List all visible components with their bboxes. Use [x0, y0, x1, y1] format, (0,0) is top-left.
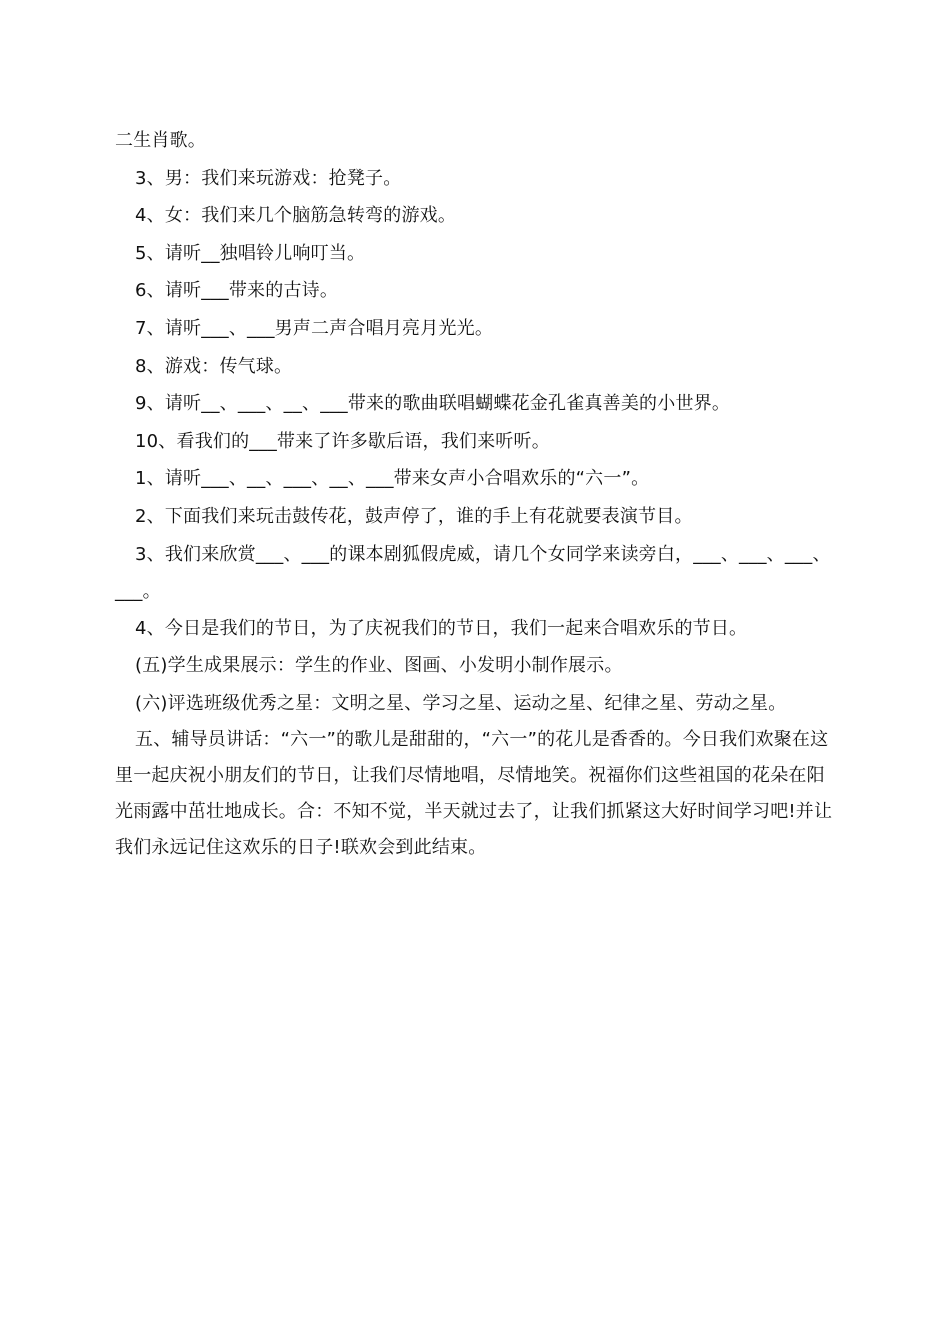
text-line-12: 4、今日是我们的节日，为了庆祝我们的节日，我们一起来合唱欢乐的节日。 — [135, 617, 748, 639]
text-line-7: 8、游戏：传气球。 — [135, 355, 293, 377]
text-line-10: 1、请听___、__、___、__、___带来女声小合唱欢乐的“六一”。 — [135, 468, 650, 490]
paragraph-skit: 3、我们来欣赏___、___的课本剧狐假虎威，请几个女同学来读旁白，___、___、___、___。 — [115, 543, 831, 602]
text-line-14: (六)评选班级优秀之星：文明之星、学习之星、运动之星、纪律之星、劳动之星。 — [135, 692, 787, 714]
text-line-2: 3、男：我们来玩游戏：抢凳子。 — [135, 167, 402, 189]
text-line-9: 10、看我们的___带来了许多歇后语，我们来听听。 — [135, 430, 550, 452]
document-body — [115, 122, 835, 866]
text-line-1: 二生肖歌。 — [115, 130, 206, 151]
paragraph-closing-speech: 五、辅导员讲话：“六一”的歌儿是甜甜的，“六一”的花儿是香香的。今日我们欢聚在这里一起庆祝小朋友们的节日，让我们尽情地唱，尽情地笑。祝福你们这些祖国的花朵在阳光雨露中茁壮地成长。合：不知不觉，半天就过去了，让我们抓紧这大好时间学习吧!并让我们永远记住这欢乐的日子!联欢会到此结束。 — [115, 729, 833, 859]
text-line-5: 6、请听___带来的古诗。 — [135, 280, 339, 302]
text-line-13: (五)学生成果展示：学生的作业、图画、小发明小制作展示。 — [135, 655, 623, 677]
text-line-6: 7、请听___、___男声二声合唱月亮月光光。 — [135, 317, 494, 339]
text-line-3: 4、女：我们来几个脑筋急转弯的游戏。 — [135, 205, 457, 227]
text-line-11: 2、下面我们来玩击鼓传花，鼓声停了，谁的手上有花就要表演节目。 — [135, 505, 693, 527]
text-line-8: 9、请听__、___、__、___带来的歌曲联唱蝴蝶花金孔雀真善美的小世界。 — [135, 393, 731, 415]
text-line-4: 5、请听__独唱铃儿响叮当。 — [135, 242, 366, 264]
